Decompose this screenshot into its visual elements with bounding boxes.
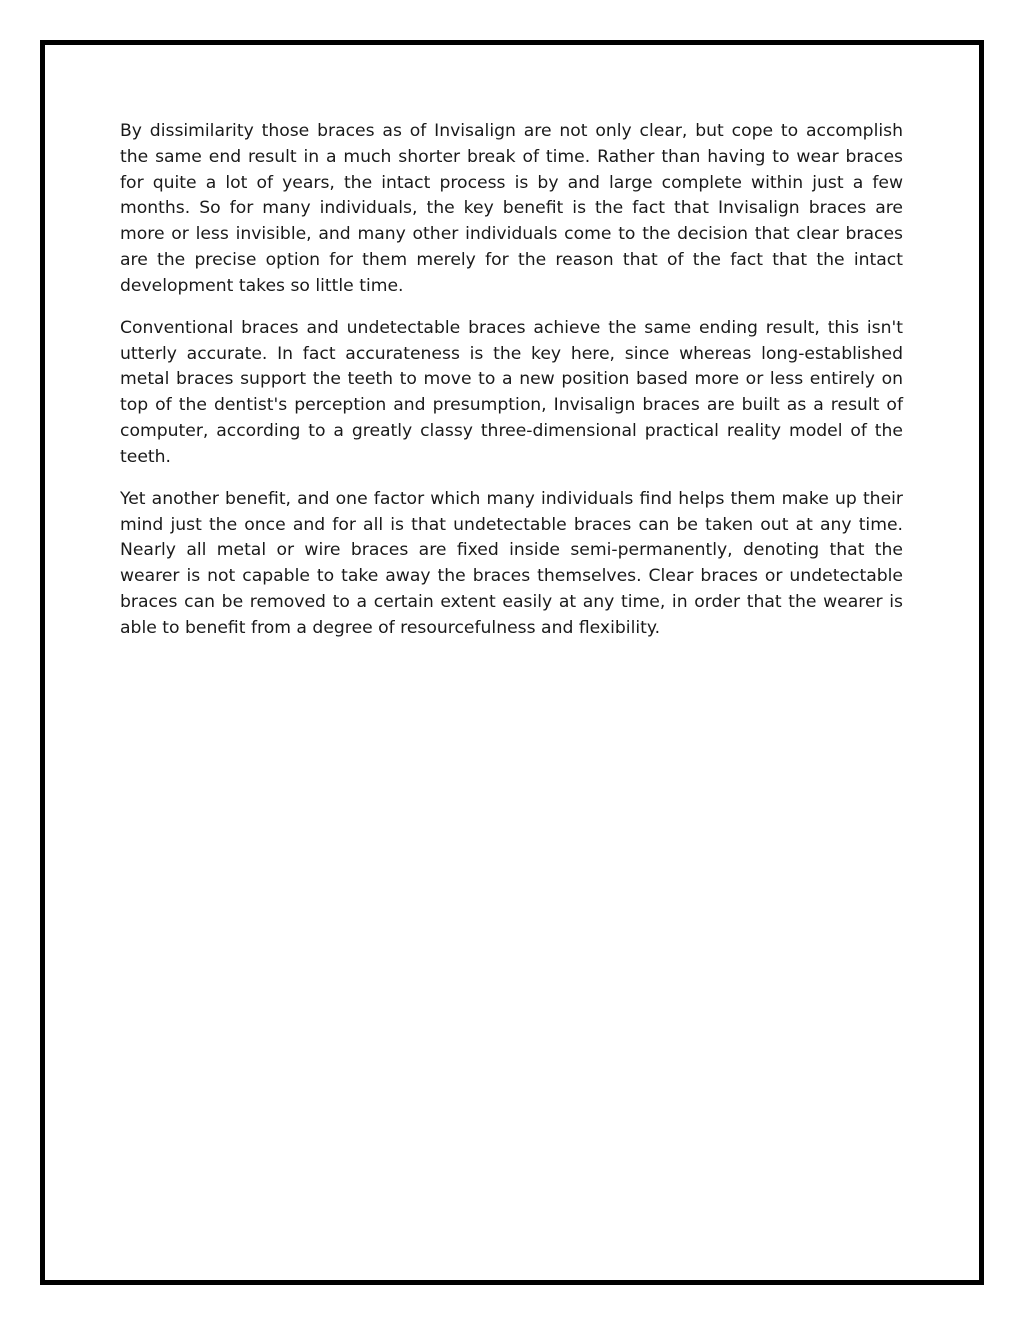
paragraph-conventional-vs-undetectable: Conventional braces and undetectable braces achieve the same ending result, this isn't utterly accurate. In fact accurateness is the key here, since whereas long-established metal braces support the teeth to move to a new position based more or less entirely on top of the dentist's perception and presumption, Invisalign braces are built as a result of computer, according to a greatly classy three-dimensional practical reality model of the teeth. [120, 317, 903, 467]
paragraph-invisalign-clear-braces: By dissimilarity those braces as of Invisalign are not only clear, but cope to accomplish the same end result in a much shorter break of time. Rather than having to wear braces for quite a lot of years, the intact process is by and large complete within just a few months. So for many individuals, the key benefit is the fact that Invisalign braces are more or less invisible, and many other individuals come to the decision that clear braces are the precise option for them merely for the reason that of the fact that the intact development takes so little time. [120, 121, 903, 296]
document-body [120, 119, 903, 658]
paragraph-removable-braces-benefit: Yet another benefit, and one factor which many individuals find helps them make up their mind just the once and for all is that undetectable braces can be taken out at any time. Nearly all metal or wire braces are fixed inside semi-permanently, denoting that the wearer is not capable to take away the braces themselves. Clear braces or undetectable braces can be removed to a certain extent easily at any time, in order that the wearer is able to benefit from a degree of resourcefulness and flexibility. [120, 488, 903, 638]
